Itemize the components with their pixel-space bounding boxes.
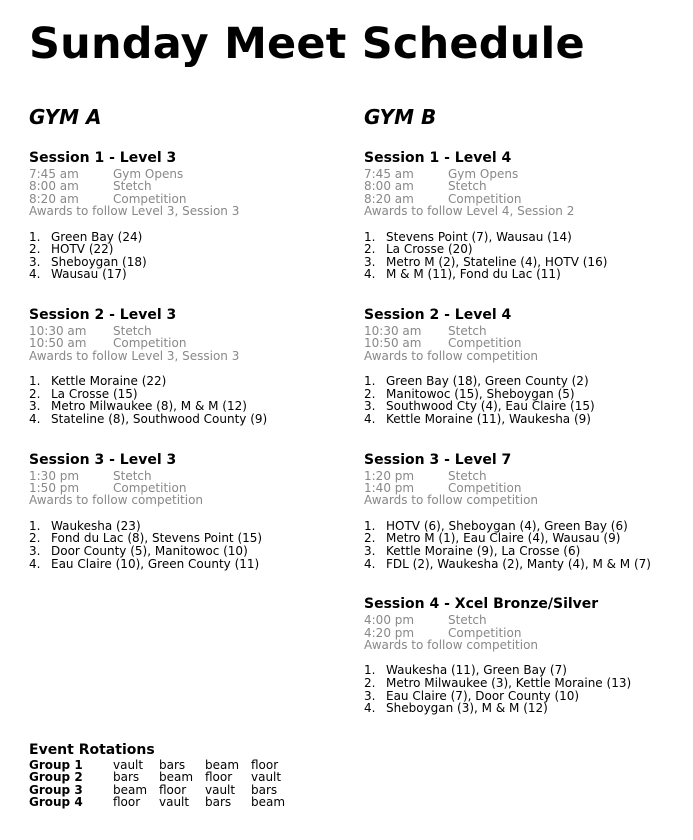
- rotation-event: beam: [159, 770, 194, 785]
- result-item: [364, 702, 693, 715]
- schedule-event: Stetch: [113, 179, 152, 194]
- schedule-time: 8:00 am: [29, 179, 79, 194]
- result-rank: 1.: [29, 518, 41, 533]
- rotation-event: floor: [251, 758, 279, 772]
- result-item: [29, 558, 359, 571]
- rotations-table: [29, 759, 297, 809]
- rotation-event: floor: [113, 795, 141, 810]
- rotation-event: floor: [205, 770, 233, 785]
- awards-note: Awards to follow Level 3, Session 3: [29, 204, 240, 219]
- result-rank: 4.: [364, 267, 376, 282]
- rotation-row: [29, 771, 297, 783]
- rotation-group-name: Group 2: [29, 770, 83, 785]
- schedule-event: Stetch: [113, 324, 152, 338]
- awards-note: Awards to follow Level 3, Session 3: [29, 348, 240, 363]
- result-rank: 2.: [364, 242, 376, 257]
- result-item: [29, 413, 359, 426]
- result-text: M & M (11), Fond du Lac (11): [386, 267, 561, 282]
- schedule-event: Stetch: [448, 468, 487, 483]
- schedule-event: Competition: [448, 336, 522, 351]
- result-rank: 2.: [29, 386, 41, 401]
- result-text: Metro M (2), Stateline (4), HOTV (16): [386, 254, 608, 269]
- result-text: Eau Claire (7), Door County (10): [386, 688, 580, 703]
- schedule-event: Stetch: [113, 468, 152, 483]
- schedule-row: [364, 337, 693, 349]
- result-rank: 4.: [29, 412, 41, 426]
- result-text: Wausau (17): [51, 267, 127, 282]
- schedule-time: 10:30 am: [29, 324, 87, 338]
- result-item: [364, 375, 693, 388]
- awards-note: Awards to follow Level 4, Session 2: [364, 204, 575, 219]
- schedule-row: [364, 180, 693, 192]
- rotation-event: vault: [251, 770, 282, 785]
- result-rank: 1.: [29, 229, 41, 244]
- session-schedule: [29, 168, 359, 205]
- schedule-event: Gym Opens: [113, 167, 184, 181]
- result-text: HOTV (22): [51, 242, 114, 257]
- schedule-time: 7:45 am: [29, 167, 79, 181]
- gym-heading: GYM B: [364, 105, 437, 129]
- result-item: [29, 268, 359, 281]
- schedule-time: 1:20 pm: [364, 468, 415, 483]
- session-schedule: [364, 470, 693, 495]
- awards-note: Awards to follow competition: [29, 493, 204, 508]
- schedule-time: 1:50 pm: [29, 481, 80, 495]
- session-heading: Session 4 - Xcel Bronze/Silver: [364, 596, 599, 613]
- result-rank: 3.: [364, 254, 376, 269]
- result-rank: 3.: [364, 688, 376, 703]
- schedule-event: Competition: [448, 191, 522, 206]
- results-list: [364, 664, 693, 714]
- result-text: HOTV (6), Sheboygan (4), Green Bay (6): [386, 518, 628, 533]
- session-heading: Session 2 - Level 4: [364, 307, 512, 323]
- result-item: [364, 677, 693, 690]
- rotation-event: bars: [159, 758, 186, 772]
- gym-heading: GYM A: [29, 105, 102, 129]
- result-rank: 4.: [364, 701, 376, 716]
- session-schedule: [364, 325, 693, 350]
- session-block: [364, 596, 693, 715]
- session-heading: Session 2 - Level 3: [29, 307, 177, 323]
- result-item: [29, 375, 359, 388]
- result-rank: 1.: [29, 374, 41, 389]
- schedule-time: 7:45 am: [364, 167, 414, 181]
- result-rank: 1.: [364, 229, 376, 244]
- session-block: [29, 452, 359, 571]
- rotation-event: bars: [251, 782, 278, 797]
- rotation-event: bars: [113, 770, 140, 785]
- session-heading: Session 1 - Level 4: [364, 150, 512, 166]
- result-rank: 1.: [364, 518, 376, 533]
- result-text: FDL (2), Waukesha (2), Manty (4), M & M (7): [386, 556, 651, 571]
- schedule-event: Competition: [448, 481, 522, 495]
- event-rotations-title: Event Rotations: [29, 742, 155, 758]
- result-item: [364, 413, 693, 426]
- rotation-event: vault: [159, 795, 190, 810]
- schedule-time: 8:00 am: [364, 179, 414, 194]
- schedule-time: 10:50 am: [364, 336, 422, 351]
- schedule-time: 4:20 pm: [364, 625, 415, 640]
- result-text: La Crosse (15): [51, 386, 138, 401]
- result-item: [364, 268, 693, 281]
- event-rotations: [29, 742, 297, 809]
- result-item: [364, 545, 693, 558]
- awards-note: Awards to follow competition: [364, 348, 539, 363]
- rotation-event: beam: [113, 782, 148, 797]
- result-text: Eau Claire (10), Green County (11): [51, 556, 260, 571]
- schedule-time: 8:20 am: [364, 191, 414, 206]
- result-rank: 4.: [364, 412, 376, 426]
- result-text: Metro Milwaukee (8), M & M (12): [51, 399, 247, 414]
- session-block: [364, 150, 693, 281]
- result-item: [29, 243, 359, 256]
- result-rank: 2.: [364, 531, 376, 546]
- rotation-row: [29, 796, 297, 808]
- session-block: [29, 307, 359, 426]
- gym-a-column: [29, 104, 359, 596]
- schedule-event: Stetch: [448, 179, 487, 194]
- result-rank: 3.: [364, 399, 376, 414]
- result-text: Kettle Moraine (11), Waukesha (9): [386, 412, 591, 426]
- results-list: [364, 520, 693, 570]
- results-list: [364, 375, 693, 425]
- result-text: Door County (5), Manitowoc (10): [51, 544, 248, 558]
- result-rank: 2.: [29, 531, 41, 546]
- schedule-time: 1:40 pm: [364, 481, 415, 495]
- schedule-event: Competition: [113, 191, 187, 206]
- schedule-row: [364, 614, 693, 626]
- result-rank: 2.: [364, 676, 376, 690]
- session-schedule: [364, 614, 693, 639]
- result-rank: 3.: [364, 544, 376, 558]
- session-heading: Session 3 - Level 7: [364, 451, 512, 468]
- schedule-event: Competition: [448, 625, 522, 640]
- result-text: Kettle Moraine (9), La Crosse (6): [386, 544, 581, 558]
- results-list: [29, 520, 359, 570]
- rotation-event: vault: [205, 782, 236, 797]
- rotation-group-name: Group 3: [29, 782, 83, 797]
- result-item: [29, 545, 359, 558]
- result-rank: 4.: [29, 556, 41, 571]
- result-text: Green Bay (18), Green County (2): [386, 374, 589, 389]
- session-block: [29, 150, 359, 281]
- result-text: Waukesha (23): [51, 518, 141, 533]
- result-text: La Crosse (20): [386, 242, 473, 257]
- result-rank: 3.: [29, 399, 41, 414]
- result-text: Green Bay (24): [51, 229, 143, 244]
- rotation-event: beam: [205, 758, 240, 772]
- result-text: Waukesha (11), Green Bay (7): [386, 663, 567, 678]
- result-rank: 2.: [364, 386, 376, 401]
- result-text: Southwood Cty (4), Eau Claire (15): [386, 399, 595, 414]
- result-rank: 3.: [29, 544, 41, 558]
- result-text: Manitowoc (15), Sheboygan (5): [386, 386, 575, 401]
- awards-note: Awards to follow competition: [364, 493, 539, 508]
- result-text: Sheboygan (3), M & M (12): [386, 701, 548, 716]
- schedule-time: 4:00 pm: [364, 613, 415, 628]
- schedule-row: [29, 337, 359, 349]
- result-text: Kettle Moraine (22): [51, 374, 167, 389]
- schedule-event: Competition: [113, 336, 187, 351]
- schedule-time: 1:30 pm: [29, 468, 80, 483]
- result-text: Metro M (1), Eau Claire (4), Wausau (9): [386, 531, 621, 546]
- result-rank: 1.: [364, 663, 376, 678]
- result-text: Stateline (8), Southwood County (9): [51, 412, 268, 426]
- results-list: [29, 375, 359, 425]
- gym-b-column: [364, 104, 693, 741]
- results-list: [364, 231, 693, 281]
- result-rank: 4.: [364, 556, 376, 571]
- result-rank: 2.: [29, 242, 41, 257]
- session-schedule: [29, 470, 359, 495]
- schedule-event: Stetch: [448, 613, 487, 628]
- session-heading: Session 1 - Level 3: [29, 150, 177, 166]
- schedule-time: 8:20 am: [29, 191, 79, 206]
- session-schedule: [364, 168, 693, 205]
- result-text: Stevens Point (7), Wausau (14): [386, 229, 572, 244]
- result-rank: 4.: [29, 267, 41, 282]
- session-schedule: [29, 325, 359, 350]
- schedule-row: [29, 180, 359, 192]
- result-rank: 1.: [364, 374, 376, 389]
- schedule-time: 10:30 am: [364, 324, 422, 338]
- rotation-event: beam: [251, 795, 286, 810]
- rotation-group-name: Group 4: [29, 795, 83, 810]
- result-item: [364, 243, 693, 256]
- session-heading: Session 3 - Level 3: [29, 451, 177, 468]
- schedule-event: Competition: [113, 481, 187, 495]
- result-text: Sheboygan (18): [51, 254, 147, 269]
- result-item: [364, 558, 693, 571]
- rotation-group-name: Group 1: [29, 758, 83, 772]
- rotation-event: floor: [159, 782, 187, 797]
- results-list: [29, 231, 359, 281]
- page-title: Sunday Meet Schedule: [29, 19, 585, 69]
- rotation-event: vault: [113, 758, 144, 772]
- rotation-event: bars: [205, 795, 232, 810]
- awards-note: Awards to follow competition: [364, 638, 539, 652]
- schedule-event: Gym Opens: [448, 167, 519, 181]
- result-rank: 3.: [29, 254, 41, 269]
- schedule-time: 10:50 am: [29, 336, 87, 351]
- schedule-event: Stetch: [448, 324, 487, 338]
- result-text: Fond du Lac (8), Stevens Point (15): [51, 531, 263, 546]
- result-text: Metro Milwaukee (3), Kettle Moraine (13): [386, 676, 632, 690]
- session-block: [364, 452, 693, 571]
- session-block: [364, 307, 693, 426]
